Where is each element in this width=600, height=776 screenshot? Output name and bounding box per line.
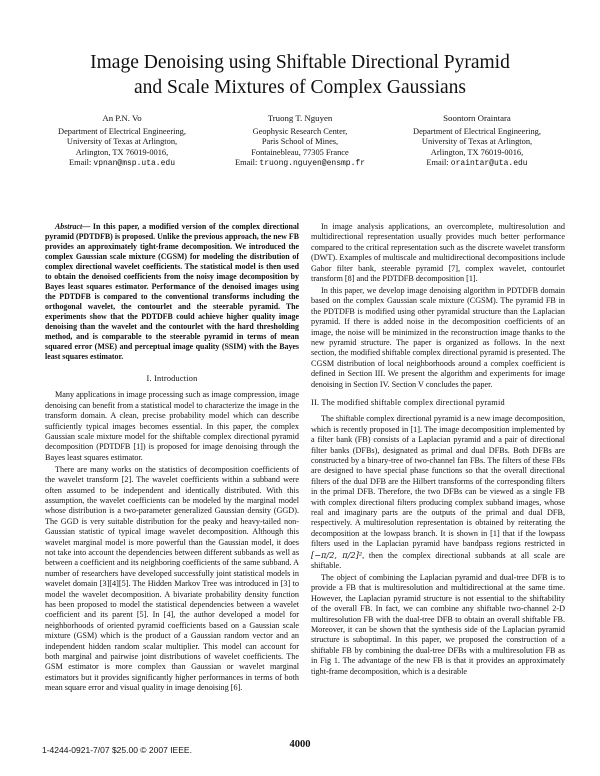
right-column — [311, 222, 565, 677]
author-email-line — [38, 158, 206, 170]
author-email[interactable]: oraintar@uta.edu — [450, 159, 528, 169]
left-column — [45, 222, 299, 694]
paragraph-text: The shiftable complex directional pyramid is a new image decomposition, which is recently proposed in [1]. The image decomposition implemented by a filter bank (FB) consists of a Laplacian pyramid and a pair of directional filter banks (DFBs), designated as primal and dual DFBs. Both DFBs are constructed by a binary-tree of two-channel fan FBs. The filters of these FBs are designed to have special phase functions so that the overall directional filters of the dual DFB are the Hilbert transforms of the corresponding filters in the primal DFB. Therefore, the two DFBs can be viewed as a single FB with complex directional filters producing complex subband images, whose real and imaginary parts are the outputs of the primal and dual DFB, respectively. A multiresolution representation is obtained by reiterating the decomposition at the lowpass branch. It is shown in [1] that if the lowpass filters used in the Laplacian pyramid have bandpass regions restricted in — [311, 414, 565, 549]
paragraph: In image analysis applications, an overcomplete, multiresolution and multidirectional representation usually provides much better performance compared to the critical representation such as the discrete wavelet transform (DWT). Examples of multiscale and multidirectional decompositions include Gabor filter bank, steerable pyramid [7], complex wavelet, contourlet transform [8] and the PDTDFB decomposition [1]. — [311, 222, 565, 284]
paper-title — [40, 50, 560, 100]
author-affiliation: University of Texas at Arlington, — [66, 137, 178, 147]
author-affiliation: Fontainebleau, 77305 France — [251, 147, 349, 157]
paragraph: In this paper, we develop image denoising algorithm in PDTDFB domain based on the complex Gaussian scale mixture (CGSM). The pyramid FB in the PDTDFB is modified using other pyramidal structure than the Laplacian pyramid. If there is added noise in the decomposition coefficients of an image, the noise will be minimized in the reconstruction image thanks to the new pyramid structure. The paper is organized as follows. In the next section, the modified shiftable complex directional pyramid is presented. The CGSM distribution of local neighborhoods around a complex coefficient is defined in Section III. We present the algorithm and experiments for image denoising in Section IV. Section V concludes the paper. — [311, 285, 565, 389]
author-affiliation: University of Texas at Arlington, — [421, 137, 533, 147]
author-email[interactable]: vpnan@msp.uta.edu — [93, 159, 176, 169]
author-email-line — [392, 158, 562, 170]
paragraph: Many applications in image processing such as image compression, image denoising can benefit from a statistical model to characterize the image in the transform domain. A clean, precise probability model which can describe sufficiently typical images becomes essential. In this paper, the complex Gaussian scale mixture model for the shiftable complex directional pyramid decomposition (PDTDFB [1]) is proposed for image denoising through the Bayes least squares estimator. — [45, 390, 299, 462]
author-affiliation: Geophysic Research Center, — [252, 126, 348, 136]
paragraph: There are many works on the statistics of decomposition coefficients of the wavelet transform [2]. The wavelet coefficients within a subband were often assumed to be independent and identically distributed. With this assumption, the wavelet coefficients can be modeled by the marginal model whose distribution is a two-parameter generalized Gaussian density (GGD). The GGD is very suitable distribution for the peaky and heavy-tailed non-Gaussian statistic of typical image wavelet decomposition. Although this wavelet marginal model is more powerful than the Gaussian model, it does not take into account the dependencies between different subbands as well as between a coefficient and its neighboring coefficients of the same subband. A number of researchers have developed successfully joint statistical models in wavelet domain [3][4][5]. The Hidden Markov Tree was introduced in [3] to model the wavelet decomposition. A bivariate probability density function has been proposed to model the statistical dependencies between a wavelet coefficient and its parent [5]. In [4], the author developed a model for neighborhoods of oriented pyramid coefficients based on a Gaussian scale mixture (GSM) which is the product of a Gaussian random vector and an independent hidden random scalar multiplier. This model can account for both marginal and pairwise joint distributions of wavelet coefficients. The GSM estimator is more complex than Gaussian or wavelet marginal estimators but it provides significantly higher performances in terms of both mean square error and visual quality in image denoising [6]. — [45, 464, 299, 693]
author-2 — [216, 113, 384, 170]
email-label: Email: — [68, 158, 94, 168]
abstract — [45, 222, 299, 362]
paragraph: The object of combining the Laplacian pyramid and dual-tree DFB is to provide a FB that is multiresolution and multidirectional at the same time. However, the Laplacian pyramid structure is not essential to the shiftability of the overall FB. In fact, we can combine any shiftable two-channel 2-D multiresolution FB with the dual-tree DFB to obtain an overall shiftable FB. Moreover, it can be shown that the synthesis side of the Laplacian pyramid structure is suboptimal. In this paper, we proposed the construction of a shiftable FB by combining the dual-tree DFBs with a multiresolution FB as in Fig 1. The advantage of the new FB is that it provides an approximately tight-frame decomposition, which is a desirable — [311, 573, 565, 676]
copyright-notice: 1-4244-0921-7/07 $25.00 © 2007 IEEE. — [42, 745, 192, 755]
abstract-lead: Abstract — [55, 222, 83, 231]
author-affiliation: Paris School of Mines, — [261, 137, 339, 147]
author-affiliation: Arlington, TX 76019-0016, — [430, 147, 524, 157]
paragraph-text: , then the complex directional subbands at all scale are shiftable. — [311, 550, 565, 571]
paragraph — [311, 414, 565, 571]
section-heading-modified-pyramid: II. The modified shiftable complex directional pyramid — [311, 398, 505, 407]
title-line-1: Image Denoising using Shiftable Directional Pyramid — [90, 52, 510, 73]
title-line-2: and Scale Mixtures of Complex Gaussians — [134, 77, 466, 98]
author-affiliation: Department of Electrical Engineering, — [58, 126, 186, 136]
author-affiliation: Department of Electrical Engineering, — [413, 126, 541, 136]
math-expression: [−π/2, π/2]² — [311, 549, 363, 560]
section-heading-introduction: I. Introduction — [146, 374, 198, 383]
author-1 — [38, 113, 206, 170]
author-email-line — [216, 158, 384, 170]
author-name: Truong T. Nguyen — [267, 113, 333, 123]
author-name: An P.N. Vo — [102, 113, 142, 123]
author-affiliation: Arlington, TX 76019-0016, — [75, 147, 169, 157]
author-name: Soontorn Oraintara — [443, 113, 511, 123]
email-label: Email: — [234, 158, 260, 168]
author-3 — [392, 113, 562, 170]
author-email[interactable]: truong.nguyen@ensmp.fr — [259, 159, 366, 169]
abstract-text: — In this paper, a modified version of the complex directional pyramid (PDTDFB) is proposed. Unlike the previous approach, the new FB provides an approximately tight-frame decomposition. We introduced the complex Gaussian scale mixture (CGSM) for modeling the distribution of complex directional wavelet coefficients. The statistical model is then used to obtain the denoised coefficients from the noisy image decomposition by Bayes least squares estimator. Performance of the denoised images using the PDTDFB is compared to the conventional transforms including the orthogonal wavelet, the contourlet and the steerable pyramid. The experiments show that the PDTDFB could achieve higher quality image denoising than the wavelet and the contourlet with the hard thresholding method, and is comparable to the steerable pyramid in terms of mean squared error (MSE) and perceptual image quality (SSIM) with the Bayes least squares estimator. — [45, 222, 299, 361]
page-number: 4000 — [289, 739, 311, 750]
email-label: Email: — [426, 158, 451, 168]
